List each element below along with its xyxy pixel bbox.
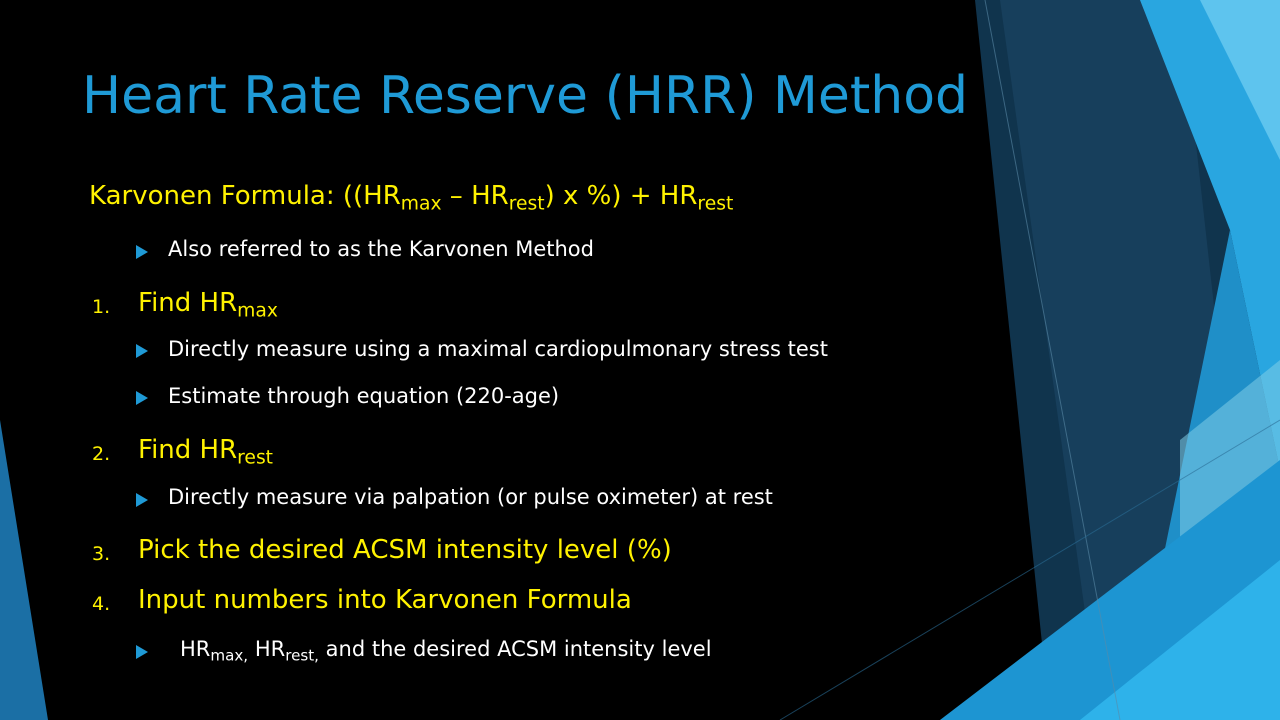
formula-mid2: ) x %) + HR xyxy=(544,181,698,211)
step-1-text: Find HR xyxy=(138,288,238,318)
bullet-arrow-icon xyxy=(136,344,148,358)
step-1-bullet: Directly measure using a maximal cardiopulmonary stress test xyxy=(168,337,828,361)
step-2-text: Find HR xyxy=(138,435,238,465)
karvonen-formula xyxy=(89,183,733,214)
formula-note: Also referred to as the Karvonen Method xyxy=(168,237,594,261)
step-number: 3. xyxy=(92,543,111,565)
formula-sub-max: max xyxy=(400,193,442,215)
step-2-sub: rest xyxy=(237,447,274,469)
step-number: 2. xyxy=(92,443,111,465)
step-2 xyxy=(138,437,273,468)
hr-label: HR xyxy=(180,637,211,661)
slide-title: Heart Rate Reserve (HRR) Method xyxy=(82,66,969,126)
formula-sub-rest: rest xyxy=(508,193,545,215)
step-4: Input numbers into Karvonen Formula xyxy=(138,585,632,615)
step-1-sub: max xyxy=(237,300,278,322)
hr-label-2: HR xyxy=(254,637,286,661)
bullet-arrow-icon xyxy=(136,493,148,507)
step-1-bullet: Estimate through equation (220-age) xyxy=(168,384,560,408)
step-2-bullet: Directly measure via palpation (or pulse oximeter) at rest xyxy=(168,485,773,509)
hr-sub-rest: rest, xyxy=(285,646,319,665)
step-4-bullet xyxy=(180,639,712,664)
bullet-arrow-icon xyxy=(136,391,148,405)
bullet-arrow-icon xyxy=(136,645,148,659)
step-3: Pick the desired ACSM intensity level (%) xyxy=(138,535,672,565)
formula-mid1: – HR xyxy=(441,181,509,211)
hr-sub-max: max, xyxy=(210,646,249,665)
formula-sub-rest-2: rest xyxy=(697,193,734,215)
step-4-bullet-tail: and the desired ACSM intensity level xyxy=(318,637,712,661)
step-number: 1. xyxy=(92,296,111,318)
bullet-arrow-icon xyxy=(136,245,148,259)
step-1 xyxy=(138,290,278,321)
bottom-left-shard xyxy=(0,420,48,720)
formula-prefix: Karvonen Formula: ((HR xyxy=(89,181,401,211)
step-number: 4. xyxy=(92,593,111,615)
